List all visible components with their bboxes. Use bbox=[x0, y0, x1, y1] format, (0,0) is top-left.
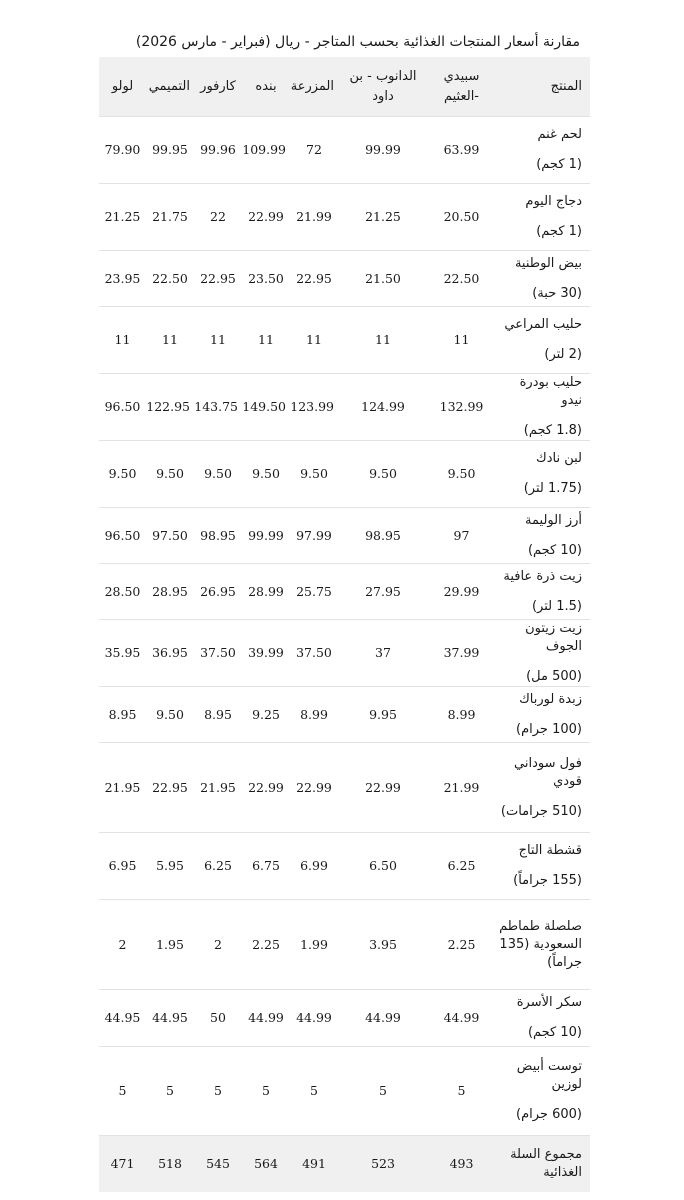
product-cell bbox=[495, 374, 590, 441]
product-name: بيض الوطنية bbox=[514, 255, 582, 271]
product-name: زبدة لورباك bbox=[519, 691, 582, 707]
total-label: مجموع السلة الغذائية bbox=[495, 1136, 590, 1192]
price-cell: 37.99 bbox=[428, 620, 495, 687]
price-cell: 21.25 bbox=[338, 184, 428, 251]
price-cell: 8.99 bbox=[428, 687, 495, 743]
product-unit: (2 لتر) bbox=[544, 347, 582, 362]
price-cell: 21.75 bbox=[146, 184, 194, 251]
table-row bbox=[99, 900, 590, 990]
product-cell bbox=[495, 1047, 590, 1136]
price-cell: 9.50 bbox=[338, 441, 428, 508]
total-value-cell: 518 bbox=[146, 1136, 194, 1192]
table-body bbox=[99, 117, 590, 1192]
product-unit: (510 جرامات) bbox=[500, 803, 582, 819]
price-cell: 9.50 bbox=[99, 441, 146, 508]
price-cell: 8.99 bbox=[290, 687, 338, 743]
price-cell: 8.95 bbox=[194, 687, 242, 743]
price-cell: 11 bbox=[428, 307, 495, 374]
header-store: كارفور bbox=[194, 57, 242, 117]
table-row bbox=[99, 441, 590, 508]
total-value-cell: 545 bbox=[194, 1136, 242, 1192]
price-cell: 36.95 bbox=[146, 620, 194, 687]
header-store: سبيدي -العثيم bbox=[428, 57, 495, 117]
price-cell: 29.99 bbox=[428, 564, 495, 620]
table-caption: مقارنة أسعار المنتجات الغذائية بحسب المتاجر - ريال (فبراير - مارس 2026) bbox=[135, 34, 580, 50]
product-cell bbox=[495, 564, 590, 620]
price-cell: 21.25 bbox=[99, 184, 146, 251]
price-cell: 99.96 bbox=[194, 117, 242, 184]
product-unit: (100 جرام) bbox=[516, 721, 582, 737]
header-store: التميمي bbox=[146, 57, 194, 117]
product-unit: (10 كجم) bbox=[527, 542, 582, 558]
price-cell: 6.25 bbox=[428, 833, 495, 900]
product-cell bbox=[495, 441, 590, 508]
price-cell: 22 bbox=[194, 184, 242, 251]
price-cell: 22.99 bbox=[338, 743, 428, 833]
price-cell: 27.95 bbox=[338, 564, 428, 620]
price-cell: 28.95 bbox=[146, 564, 194, 620]
header-product: المنتج bbox=[495, 57, 590, 117]
header-store: بنده bbox=[242, 57, 290, 117]
table-row bbox=[99, 564, 590, 620]
table-row bbox=[99, 687, 590, 743]
product-name: فول سوداني قودي bbox=[514, 755, 582, 789]
header-store: الدانوب - بن داود bbox=[338, 57, 428, 117]
product-cell bbox=[495, 620, 590, 687]
price-cell: 9.95 bbox=[338, 687, 428, 743]
price-cell: 11 bbox=[99, 307, 146, 374]
price-cell: 44.99 bbox=[242, 990, 290, 1047]
price-cell: 5 bbox=[146, 1047, 194, 1136]
price-cell: 72 bbox=[290, 117, 338, 184]
product-name: حليب بودرة نيدو bbox=[519, 375, 582, 408]
price-cell: 97 bbox=[428, 508, 495, 564]
price-cell: 11 bbox=[338, 307, 428, 374]
price-cell: 28.50 bbox=[99, 564, 146, 620]
price-cell: 22.95 bbox=[146, 743, 194, 833]
price-cell: 25.75 bbox=[290, 564, 338, 620]
price-cell: 1.99 bbox=[290, 900, 338, 990]
product-unit: (1 كجم) bbox=[536, 224, 582, 239]
price-cell: 37.50 bbox=[290, 620, 338, 687]
price-cell: 2.25 bbox=[428, 900, 495, 990]
product-name: صلصلة طماطم السعودية (135 جراماً) bbox=[499, 918, 582, 970]
product-cell bbox=[495, 743, 590, 833]
price-cell: 2 bbox=[99, 900, 146, 990]
table-row bbox=[99, 990, 590, 1047]
total-value-cell: 523 bbox=[338, 1136, 428, 1192]
price-cell: 22.99 bbox=[290, 743, 338, 833]
total-value-cell: 471 bbox=[99, 1136, 146, 1192]
price-cell: 44.95 bbox=[146, 990, 194, 1047]
price-cell: 6.75 bbox=[242, 833, 290, 900]
price-cell: 9.50 bbox=[146, 441, 194, 508]
product-unit: (10 كجم) bbox=[527, 1025, 582, 1040]
price-cell: 6.25 bbox=[194, 833, 242, 900]
product-cell bbox=[495, 833, 590, 900]
price-cell: 28.99 bbox=[242, 564, 290, 620]
price-cell: 23.95 bbox=[99, 251, 146, 307]
product-unit: (1.5 لتر) bbox=[531, 598, 582, 614]
price-cell: 2 bbox=[194, 900, 242, 990]
price-cell: 9.50 bbox=[242, 441, 290, 508]
product-name: لحم غنم bbox=[537, 127, 582, 142]
price-cell: 149.50 bbox=[242, 374, 290, 441]
price-cell: 21.95 bbox=[194, 743, 242, 833]
price-cell: 37.50 bbox=[194, 620, 242, 687]
price-cell: 6.95 bbox=[99, 833, 146, 900]
price-cell: 22.50 bbox=[428, 251, 495, 307]
price-cell: 63.99 bbox=[428, 117, 495, 184]
price-cell: 132.99 bbox=[428, 374, 495, 441]
price-cell: 21.95 bbox=[99, 743, 146, 833]
price-cell: 11 bbox=[146, 307, 194, 374]
price-cell: 22.99 bbox=[242, 743, 290, 833]
price-cell: 22.95 bbox=[194, 251, 242, 307]
price-cell: 5 bbox=[428, 1047, 495, 1136]
price-cell: 22.95 bbox=[290, 251, 338, 307]
price-cell: 1.95 bbox=[146, 900, 194, 990]
product-cell bbox=[495, 900, 590, 990]
price-cell: 5 bbox=[338, 1047, 428, 1136]
price-cell: 5 bbox=[242, 1047, 290, 1136]
table-row bbox=[99, 184, 590, 251]
price-cell: 124.99 bbox=[338, 374, 428, 441]
table-row bbox=[99, 508, 590, 564]
table-row bbox=[99, 743, 590, 833]
product-name: زيت زيتون الجوف bbox=[525, 621, 582, 654]
price-cell: 21.99 bbox=[290, 184, 338, 251]
total-value-cell: 491 bbox=[290, 1136, 338, 1192]
price-cell: 44.99 bbox=[338, 990, 428, 1047]
price-cell: 97.99 bbox=[290, 508, 338, 564]
price-cell: 6.50 bbox=[338, 833, 428, 900]
price-cell: 37 bbox=[338, 620, 428, 687]
product-cell bbox=[495, 184, 590, 251]
price-cell: 98.95 bbox=[338, 508, 428, 564]
price-cell: 109.99 bbox=[242, 117, 290, 184]
price-cell: 44.95 bbox=[99, 990, 146, 1047]
price-cell: 5 bbox=[194, 1047, 242, 1136]
price-cell: 99.95 bbox=[146, 117, 194, 184]
product-cell bbox=[495, 117, 590, 184]
product-name: دجاج اليوم bbox=[525, 194, 582, 209]
price-cell: 35.95 bbox=[99, 620, 146, 687]
product-name: توست أبيض لوزين bbox=[516, 1059, 582, 1092]
total-row bbox=[99, 1136, 590, 1192]
price-cell: 26.95 bbox=[194, 564, 242, 620]
price-cell: 9.50 bbox=[290, 441, 338, 508]
product-unit: (1.75 لتر) bbox=[523, 481, 582, 496]
product-name: أرز الوليمة bbox=[525, 512, 582, 528]
header-store: لولو bbox=[99, 57, 146, 117]
price-cell: 9.50 bbox=[194, 441, 242, 508]
total-value-cell: 493 bbox=[428, 1136, 495, 1192]
price-cell: 8.95 bbox=[99, 687, 146, 743]
price-cell: 44.99 bbox=[428, 990, 495, 1047]
total-value-cell: 564 bbox=[242, 1136, 290, 1192]
product-unit: (1 كجم) bbox=[536, 157, 582, 172]
price-cell: 44.99 bbox=[290, 990, 338, 1047]
price-cell: 21.50 bbox=[338, 251, 428, 307]
table-row bbox=[99, 117, 590, 184]
price-cell: 123.99 bbox=[290, 374, 338, 441]
price-cell: 5.95 bbox=[146, 833, 194, 900]
price-cell: 96.50 bbox=[99, 374, 146, 441]
product-cell bbox=[495, 251, 590, 307]
price-cell: 5 bbox=[290, 1047, 338, 1136]
price-cell: 3.95 bbox=[338, 900, 428, 990]
price-cell: 50 bbox=[194, 990, 242, 1047]
product-unit: (30 حبة) bbox=[532, 285, 582, 301]
table-row bbox=[99, 620, 590, 687]
table-row bbox=[99, 307, 590, 374]
product-cell bbox=[495, 307, 590, 374]
table-row bbox=[99, 374, 590, 441]
product-cell bbox=[495, 687, 590, 743]
price-cell: 99.99 bbox=[338, 117, 428, 184]
price-cell: 99.99 bbox=[242, 508, 290, 564]
price-cell: 97.50 bbox=[146, 508, 194, 564]
table-row bbox=[99, 1047, 590, 1136]
price-cell: 11 bbox=[290, 307, 338, 374]
product-unit: (600 جرام) bbox=[516, 1107, 582, 1122]
price-cell: 9.25 bbox=[242, 687, 290, 743]
table-row bbox=[99, 833, 590, 900]
product-cell bbox=[495, 508, 590, 564]
price-cell: 39.99 bbox=[242, 620, 290, 687]
header-store: المزرعة bbox=[290, 57, 338, 117]
header-row bbox=[99, 57, 590, 117]
product-unit: (1.8 كجم) bbox=[523, 423, 582, 438]
product-name: سكر الأسرة bbox=[516, 995, 582, 1010]
price-cell: 11 bbox=[194, 307, 242, 374]
price-cell: 9.50 bbox=[428, 441, 495, 508]
price-cell: 79.90 bbox=[99, 117, 146, 184]
product-name: لبن نادك bbox=[536, 451, 582, 466]
product-name: حليب المراعي bbox=[504, 317, 582, 332]
product-name: زيت ذرة عافية bbox=[503, 568, 582, 584]
table-row bbox=[99, 251, 590, 307]
price-cell: 98.95 bbox=[194, 508, 242, 564]
price-cell: 2.25 bbox=[242, 900, 290, 990]
price-cell: 143.75 bbox=[194, 374, 242, 441]
price-cell: 11 bbox=[242, 307, 290, 374]
price-comparison-table bbox=[99, 57, 590, 1192]
product-unit: (500 مل) bbox=[526, 669, 582, 684]
product-unit: (155 جراماً) bbox=[513, 873, 582, 888]
price-cell: 6.99 bbox=[290, 833, 338, 900]
price-cell: 96.50 bbox=[99, 508, 146, 564]
price-cell: 122.95 bbox=[146, 374, 194, 441]
price-cell: 22.99 bbox=[242, 184, 290, 251]
product-name: قشطة التاج bbox=[518, 843, 582, 858]
price-cell: 22.50 bbox=[146, 251, 194, 307]
price-cell: 21.99 bbox=[428, 743, 495, 833]
price-cell: 5 bbox=[99, 1047, 146, 1136]
price-cell: 23.50 bbox=[242, 251, 290, 307]
price-cell: 20.50 bbox=[428, 184, 495, 251]
product-cell bbox=[495, 990, 590, 1047]
price-cell: 9.50 bbox=[146, 687, 194, 743]
